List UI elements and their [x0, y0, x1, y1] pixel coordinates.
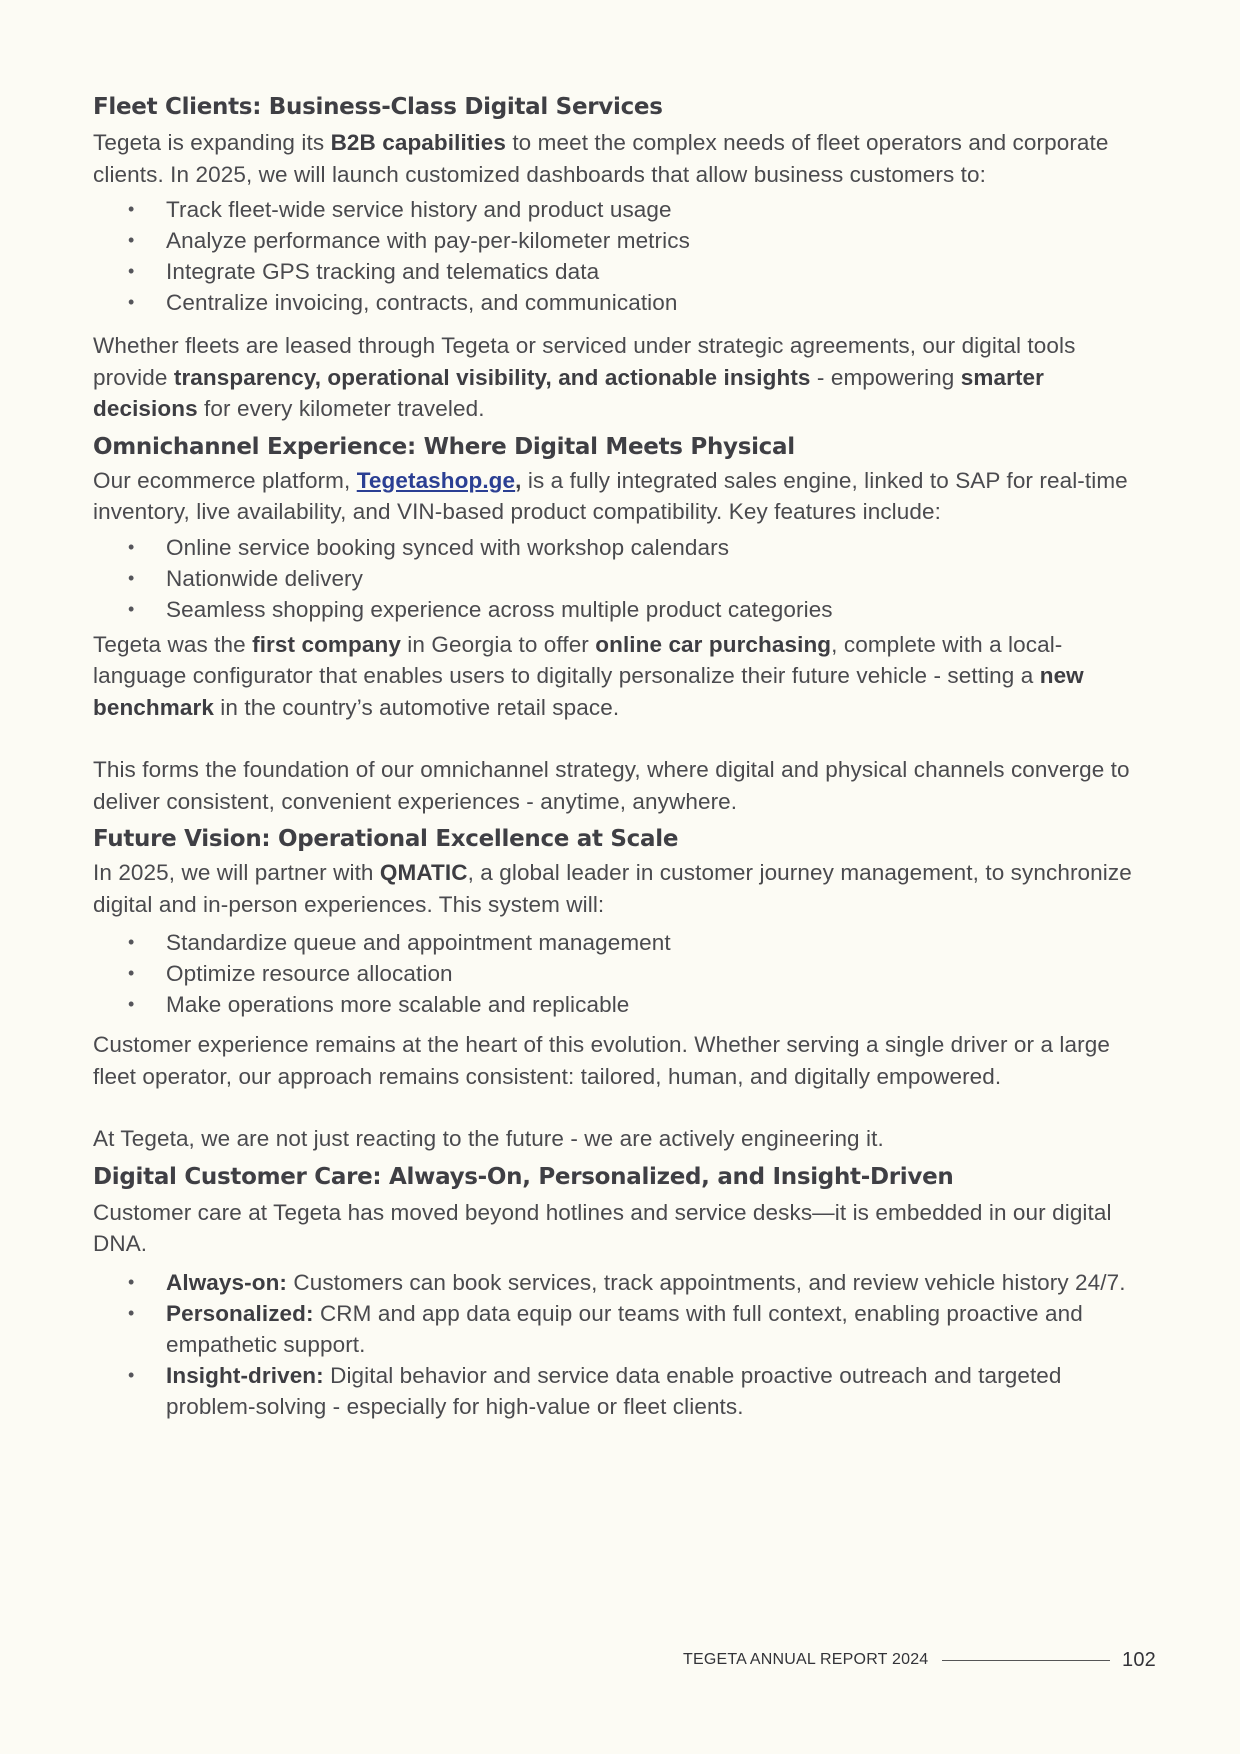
omnichannel-closing-paragraph: This forms the foundation of our omnichannel strategy, where digital and physical channels converge to deliver consistent, convenient experiences - anytime, anywhere. [93, 757, 1130, 814]
text-run: Whether fleets are leased through Tegeta or serviced under strategic agreements, our digital tools provide [93, 333, 1076, 390]
list-item: • Integrate GPS tracking and telematics data [93, 256, 1153, 287]
future-outro-paragraph: Customer experience remains at the heart of this evolution. Whether serving a single driver or a large fleet operator, our approach remains consistent: tailored, human, and digitally empowered. [93, 1032, 1110, 1089]
text-run: to meet the complex needs of fleet operators and corporate clients. In 2025, we will launch customized dashboards that allow business customers to: [93, 130, 1109, 187]
text-run: Tegeta was the [93, 631, 253, 657]
text-run: , a global leader in customer journey management, to synchronize digital and in-person experiences. This system will: [93, 860, 1132, 917]
text-run: in Georgia to offer [400, 631, 596, 657]
text-run: for every kilometer traveled. [197, 396, 485, 421]
fleet-intro-paragraph [93, 127, 1153, 190]
future-intro-paragraph [93, 857, 1153, 920]
fleet-outro-paragraph [93, 330, 1153, 425]
list-item: • Nationwide delivery [93, 563, 1153, 594]
list-item [93, 1267, 1153, 1298]
text-run: Tegeta is expanding its [93, 130, 331, 155]
list-item: • Centralize invoicing, contracts, and communication [93, 287, 1153, 318]
list-item: • Analyze performance with pay-per-kilometer metrics [93, 225, 1153, 256]
bold-run: , [515, 467, 522, 493]
future-closing-paragraph: At Tegeta, we are not just reacting to the future - we are actively engineering it. [93, 1126, 884, 1151]
list-item: • Online service booking synced with workshop calendars [93, 532, 1153, 563]
bold-run: online car purchasing [595, 631, 832, 657]
list-item [93, 1360, 1153, 1422]
text-run: Our ecommerce platform, [93, 467, 357, 493]
bullet-text: Digital behavior and service data enable proactive outreach and targeted problem-solving - especially for high-value or fleet clients. [166, 1362, 1062, 1419]
bold-run: transparency, operational visibility, and actionable insights [173, 364, 811, 390]
bold-run: first company [252, 631, 401, 657]
care-bullet-list [93, 1267, 1153, 1422]
text-run: , complete with a local-language configurator that enables users to digitally personalize their future vehicle - setting a [93, 631, 1063, 688]
footer-divider [942, 1660, 1110, 1661]
bold-run: QMATIC [379, 860, 468, 885]
omnichannel-bullet-list [93, 532, 1153, 625]
list-item: • Optimize resource allocation [93, 958, 1153, 989]
fleet-bullet-list [93, 194, 1153, 318]
list-item: • Track fleet-wide service history and product usage [93, 194, 1153, 225]
section-heading-future-vision: Future Vision: Operational Excellence at Scale [93, 826, 679, 852]
text-run: in the country’s automotive retail space. [213, 694, 620, 720]
text-run: - empowering [810, 364, 961, 390]
bold-run: new benchmark [93, 663, 1084, 720]
section-heading-fleet-clients: Fleet Clients: Business-Class Digital Services [93, 94, 663, 120]
list-item: • Seamless shopping experience across multiple product categories [93, 594, 1153, 625]
bullet-label: Personalized: [166, 1300, 314, 1326]
omnichannel-intro-paragraph [93, 465, 1153, 528]
bullet-text: CRM and app data equip our teams with full context, enabling proactive and empathetic support. [166, 1300, 1083, 1357]
bold-run: B2B capabilities [330, 130, 506, 155]
report-title: TEGETA ANNUAL REPORT 2024 [683, 1651, 929, 1668]
page-number: 102 [1122, 1648, 1156, 1671]
list-item [93, 1298, 1153, 1360]
section-heading-omnichannel: Omnichannel Experience: Where Digital Meets Physical [93, 433, 795, 460]
bullet-label: Always-on: [166, 1269, 288, 1295]
bold-run: smarter decisions [93, 364, 1045, 421]
text-run: is a fully integrated sales engine, linked to SAP for real-time inventory, live availability, and VIN-based product compatibility. Key features include: [93, 467, 1128, 524]
bullet-label: Insight-driven: [166, 1362, 324, 1388]
page-footer [683, 1645, 1156, 1675]
care-intro-paragraph: Customer care at Tegeta has moved beyond hotlines and service desks—it is embedded in our digital DNA. [93, 1199, 1112, 1256]
list-item: • Make operations more scalable and replicable [93, 989, 1153, 1020]
report-page [93, 90, 1153, 1422]
bullet-text: Customers can book services, track appointments, and review vehicle history 24/7. [287, 1269, 1126, 1295]
tegetashop-link[interactable]: Tegetashop.ge [356, 467, 516, 493]
omnichannel-outro-paragraph [93, 629, 1153, 724]
list-item: • Standardize queue and appointment management [93, 927, 1153, 958]
future-bullet-list [93, 927, 1153, 1020]
text-run: In 2025, we will partner with [93, 860, 380, 885]
section-heading-customer-care: Digital Customer Care: Always-On, Personalized, and Insight-Driven [93, 1163, 954, 1190]
